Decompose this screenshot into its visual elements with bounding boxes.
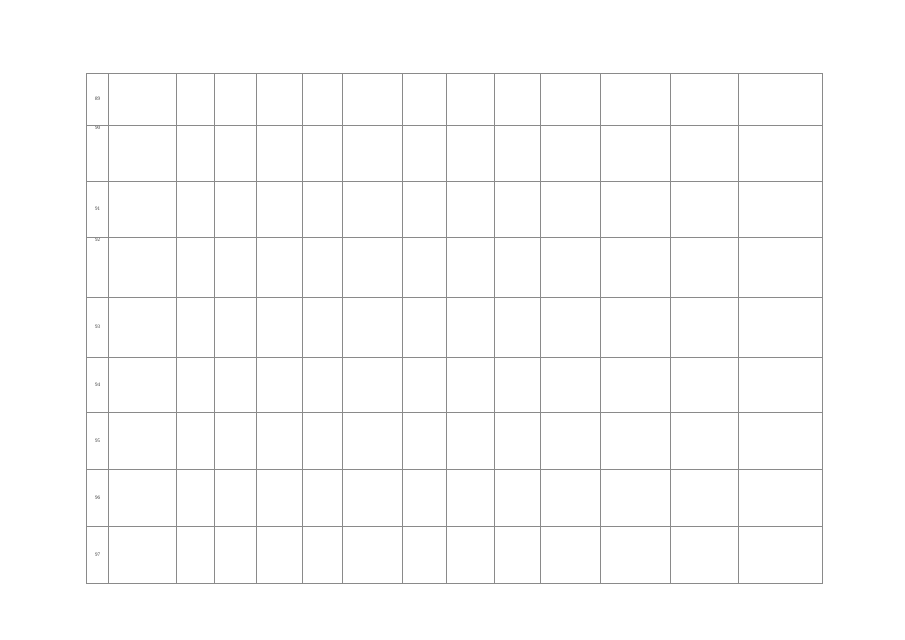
- cell-place-no: [257, 527, 303, 584]
- cell-notes: [739, 527, 823, 584]
- cell-size: [403, 182, 447, 238]
- cell-object-type: [303, 182, 343, 238]
- cell-land-type: [541, 470, 601, 527]
- table-row: [87, 74, 823, 126]
- cell-coord-y: [177, 358, 215, 413]
- cell-street: [215, 358, 257, 413]
- cell-land-type: [541, 413, 601, 470]
- cell-other-info: [671, 470, 739, 527]
- cell-structure-type: [343, 238, 403, 298]
- row-number: 92: [87, 238, 109, 298]
- cell-other-info: [671, 238, 739, 298]
- cell-coord-y: [177, 298, 215, 358]
- cell-coord-x: [109, 527, 177, 584]
- cell-coord-x: [109, 298, 177, 358]
- cell-other-info: [671, 298, 739, 358]
- cell-object-type: [303, 413, 343, 470]
- table-row: [87, 358, 823, 413]
- cell-notes: [739, 358, 823, 413]
- cell-object-type: [303, 126, 343, 182]
- cell-area: [495, 298, 541, 358]
- table-row: [87, 298, 823, 358]
- cell-street: [215, 470, 257, 527]
- cell-size: [403, 298, 447, 358]
- cell-sides: [447, 470, 495, 527]
- cell-street: [215, 298, 257, 358]
- cell-sides: [447, 74, 495, 126]
- cell-street: [215, 238, 257, 298]
- cell-sides: [447, 358, 495, 413]
- cell-area: [495, 126, 541, 182]
- cell-area: [495, 358, 541, 413]
- cell-street: [215, 413, 257, 470]
- cell-structure-type: [343, 126, 403, 182]
- cell-object-type: [303, 358, 343, 413]
- cell-coord-x: [109, 470, 177, 527]
- cell-area: [495, 74, 541, 126]
- cell-notes: [739, 413, 823, 470]
- cell-sides: [447, 298, 495, 358]
- cell-owner: [601, 413, 671, 470]
- cell-sides: [447, 182, 495, 238]
- cell-street: [215, 74, 257, 126]
- cell-coord-y: [177, 238, 215, 298]
- cell-area: [495, 413, 541, 470]
- cell-place-no: [257, 470, 303, 527]
- cell-object-type: [303, 298, 343, 358]
- cell-area: [495, 527, 541, 584]
- cell-coord-x: [109, 413, 177, 470]
- cell-place-no: [257, 358, 303, 413]
- table-row: [87, 126, 823, 182]
- cell-size: [403, 358, 447, 413]
- cell-object-type: [303, 470, 343, 527]
- row-number: 97: [87, 527, 109, 584]
- cell-sides: [447, 527, 495, 584]
- cell-object-type: [303, 74, 343, 126]
- cell-notes: [739, 470, 823, 527]
- cell-structure-type: [343, 182, 403, 238]
- cell-place-no: [257, 413, 303, 470]
- cell-notes: [739, 182, 823, 238]
- cell-street: [215, 527, 257, 584]
- cell-place-no: [257, 182, 303, 238]
- cell-structure-type: [343, 470, 403, 527]
- cell-owner: [601, 126, 671, 182]
- table-row: [87, 238, 823, 298]
- row-number: 94: [87, 358, 109, 413]
- table-row: [87, 527, 823, 584]
- cell-owner: [601, 358, 671, 413]
- cell-notes: [739, 74, 823, 126]
- cell-land-type: [541, 182, 601, 238]
- cell-structure-type: [343, 358, 403, 413]
- register-table-body: [87, 74, 823, 584]
- cell-other-info: [671, 358, 739, 413]
- cell-land-type: [541, 238, 601, 298]
- cell-area: [495, 470, 541, 527]
- row-number: 91: [87, 182, 109, 238]
- cell-owner: [601, 238, 671, 298]
- table-row: [87, 470, 823, 527]
- row-number: 95: [87, 413, 109, 470]
- cell-structure-type: [343, 74, 403, 126]
- cell-notes: [739, 238, 823, 298]
- cell-coord-x: [109, 358, 177, 413]
- table-row: [87, 182, 823, 238]
- row-number: 96: [87, 470, 109, 527]
- cell-object-type: [303, 238, 343, 298]
- cell-size: [403, 74, 447, 126]
- cell-size: [403, 238, 447, 298]
- cell-land-type: [541, 74, 601, 126]
- cell-street: [215, 126, 257, 182]
- cell-object-type: [303, 527, 343, 584]
- cell-structure-type: [343, 413, 403, 470]
- cell-land-type: [541, 358, 601, 413]
- cell-owner: [601, 527, 671, 584]
- cell-coord-y: [177, 527, 215, 584]
- row-number: 90: [87, 126, 109, 182]
- cell-size: [403, 527, 447, 584]
- cell-owner: [601, 74, 671, 126]
- row-number: 93: [87, 298, 109, 358]
- cell-coord-y: [177, 413, 215, 470]
- cell-structure-type: [343, 298, 403, 358]
- register-table: [86, 73, 823, 584]
- cell-other-info: [671, 413, 739, 470]
- cell-coord-y: [177, 470, 215, 527]
- cell-notes: [739, 126, 823, 182]
- cell-other-info: [671, 126, 739, 182]
- row-number: 89: [87, 74, 109, 126]
- cell-place-no: [257, 238, 303, 298]
- cell-sides: [447, 238, 495, 298]
- cell-coord-x: [109, 126, 177, 182]
- cell-area: [495, 238, 541, 298]
- cell-coord-y: [177, 126, 215, 182]
- cell-owner: [601, 298, 671, 358]
- cell-sides: [447, 413, 495, 470]
- table-row: [87, 413, 823, 470]
- cell-coord-y: [177, 182, 215, 238]
- cell-size: [403, 126, 447, 182]
- cell-other-info: [671, 527, 739, 584]
- cell-coord-x: [109, 182, 177, 238]
- cell-owner: [601, 470, 671, 527]
- cell-size: [403, 413, 447, 470]
- cell-owner: [601, 182, 671, 238]
- cell-area: [495, 182, 541, 238]
- cell-street: [215, 182, 257, 238]
- cell-sides: [447, 126, 495, 182]
- cell-notes: [739, 298, 823, 358]
- cell-place-no: [257, 298, 303, 358]
- cell-other-info: [671, 74, 739, 126]
- cell-land-type: [541, 527, 601, 584]
- cell-coord-x: [109, 74, 177, 126]
- cell-land-type: [541, 126, 601, 182]
- cell-coord-y: [177, 74, 215, 126]
- cell-size: [403, 470, 447, 527]
- cell-coord-x: [109, 238, 177, 298]
- cell-land-type: [541, 298, 601, 358]
- cell-place-no: [257, 74, 303, 126]
- cell-place-no: [257, 126, 303, 182]
- cell-structure-type: [343, 527, 403, 584]
- cell-other-info: [671, 182, 739, 238]
